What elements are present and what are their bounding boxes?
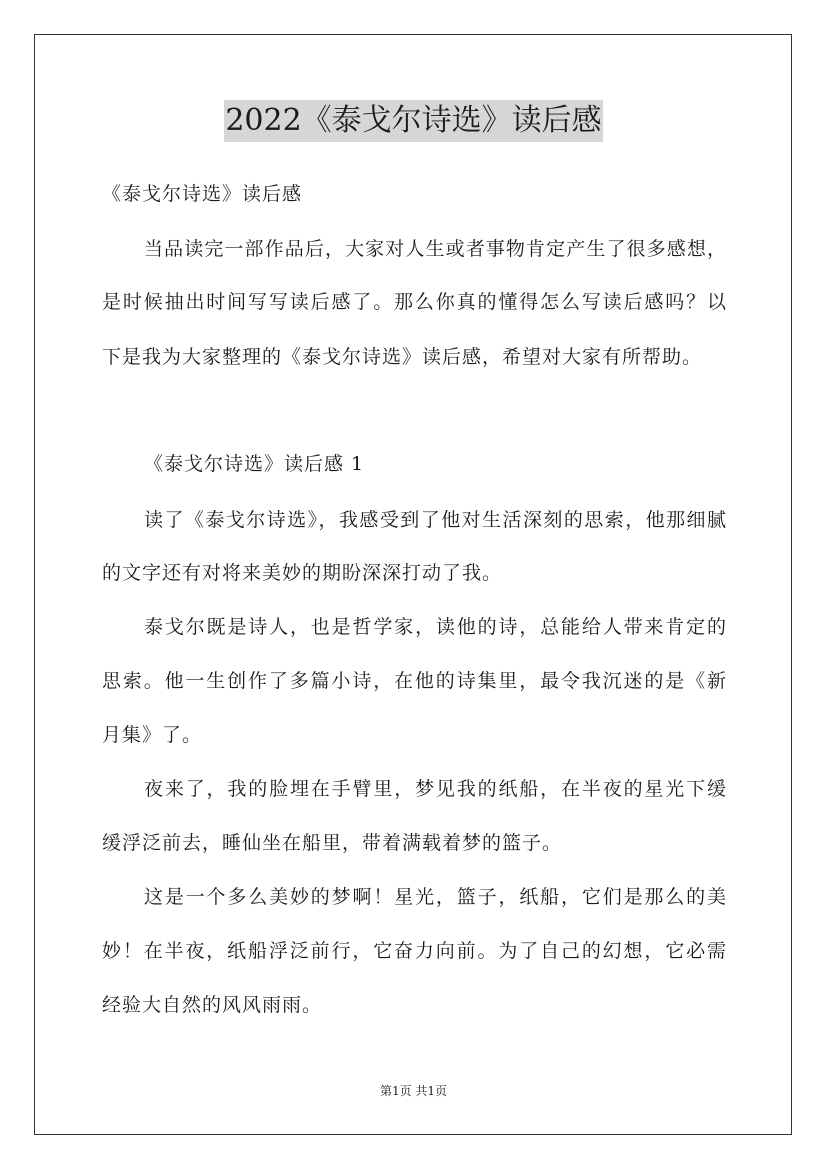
section-heading: 《泰戈尔诗选》读后感 1 [144, 453, 365, 475]
paragraph4-line-3: 经验大自然的风风雨雨。 [102, 994, 323, 1016]
paragraph4-line-1: 这是一个多么美妙的梦啊！星光，篮子，纸船，它们是那么的美 [144, 886, 726, 908]
paragraph2-line-1: 泰戈尔既是诗人，也是哲学家，读他的诗，总能给人带来肯定的 [144, 616, 726, 638]
paragraph2-line-3: 月集》了。 [102, 724, 203, 746]
paragraph4-line-2: 妙！在半夜，纸船浮泛前行，它奋力向前。为了自己的幻想，它必需 [102, 940, 726, 962]
paragraph2-line-2: 思索。他一生创作了多篇小诗，在他的诗集里，最令我沉迷的是《新 [102, 670, 726, 692]
intro-line-1: 当品读完一部作品后，大家对人生或者事物肯定产生了很多感想， [144, 238, 726, 260]
paragraph1-line-1: 读了《泰戈尔诗选》，我感受到了他对生活深刻的思索，他那细腻 [144, 509, 726, 531]
intro-line-3: 下是我为大家整理的《泰戈尔诗选》读后感，希望对大家有所帮助。 [102, 346, 703, 368]
document-title [0, 100, 827, 142]
document-title-text: 2022《泰戈尔诗选》读后感 [224, 100, 602, 142]
intro-line-2: 是时候抽出时间写写读后感了。那么你真的懂得怎么写读后感吗？以 [102, 291, 726, 313]
paragraph3-line-1: 夜来了，我的脸埋在手臂里，梦见我的纸船，在半夜的星光下缓 [144, 778, 726, 800]
page-footer: 第1页 共1页 [379, 1084, 448, 1098]
document-subtitle: 《泰戈尔诗选》读后感 [102, 183, 303, 205]
paragraph3-line-2: 缓浮泛前去，睡仙坐在船里，带着满载着梦的篮子。 [102, 832, 563, 854]
paragraph1-line-2: 的文字还有对将来美妙的期盼深深打动了我。 [102, 562, 503, 584]
